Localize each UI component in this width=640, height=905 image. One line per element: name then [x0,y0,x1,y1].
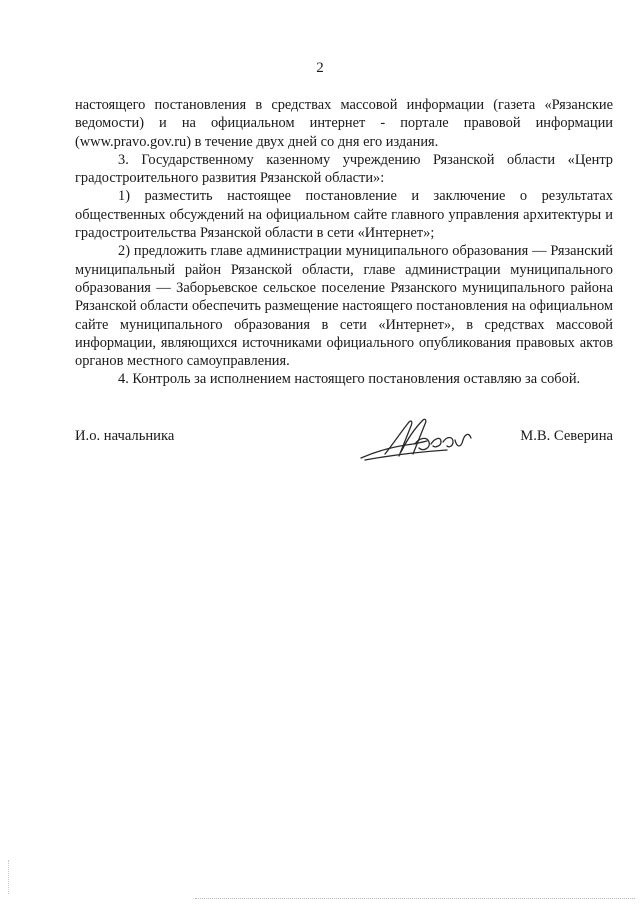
scan-edge-bottom [195,898,635,899]
document-body [75,96,613,389]
scan-edge-left [8,860,9,894]
paragraph-item-4: 4. Контроль за исполнением настоящего постановления оставляю за собой. [118,371,581,388]
signature-block [75,414,613,464]
paragraph-subitem-1: 1) разместить настоящее постановление и заключение о результатах общественных обсуждений на официальном сайте главного управления архитектуры и градостроительства Рязанской области в сети «Интернет»; [75,188,613,242]
paragraph-publication: настоящего постановления в средствах массовой информации (газета «Рязанские ведомости) и на официальном интернет - портале правовой информации (www.pravo.gov.ru) в течение двух дней со дня его издания. [75,97,613,150]
handwritten-signature [357,414,487,466]
paragraph-subitem-2: 2) предложить главе администрации муниципального образования — Рязанский муниципальный район Рязанской области, главе администрации муниципального образования — Заборьевское сельское поселение Рязанского муниципального района Рязанской области обеспечить размещение настоящего постановления на официальном сайте муниципального образования в сети «Интернет», в средствах массовой информации, являющихся источниками официального опубликования правовых актов органов местного самоуправления. [75,243,613,370]
paragraph-item-3: 3. Государственному казенному учреждению Рязанской области «Центр градостроительного развития Рязанской области»: [75,151,613,187]
signer-position: И.о. начальника [75,428,175,444]
signer-name: М.В. Северина [520,428,613,444]
page-number: 2 [316,60,324,76]
